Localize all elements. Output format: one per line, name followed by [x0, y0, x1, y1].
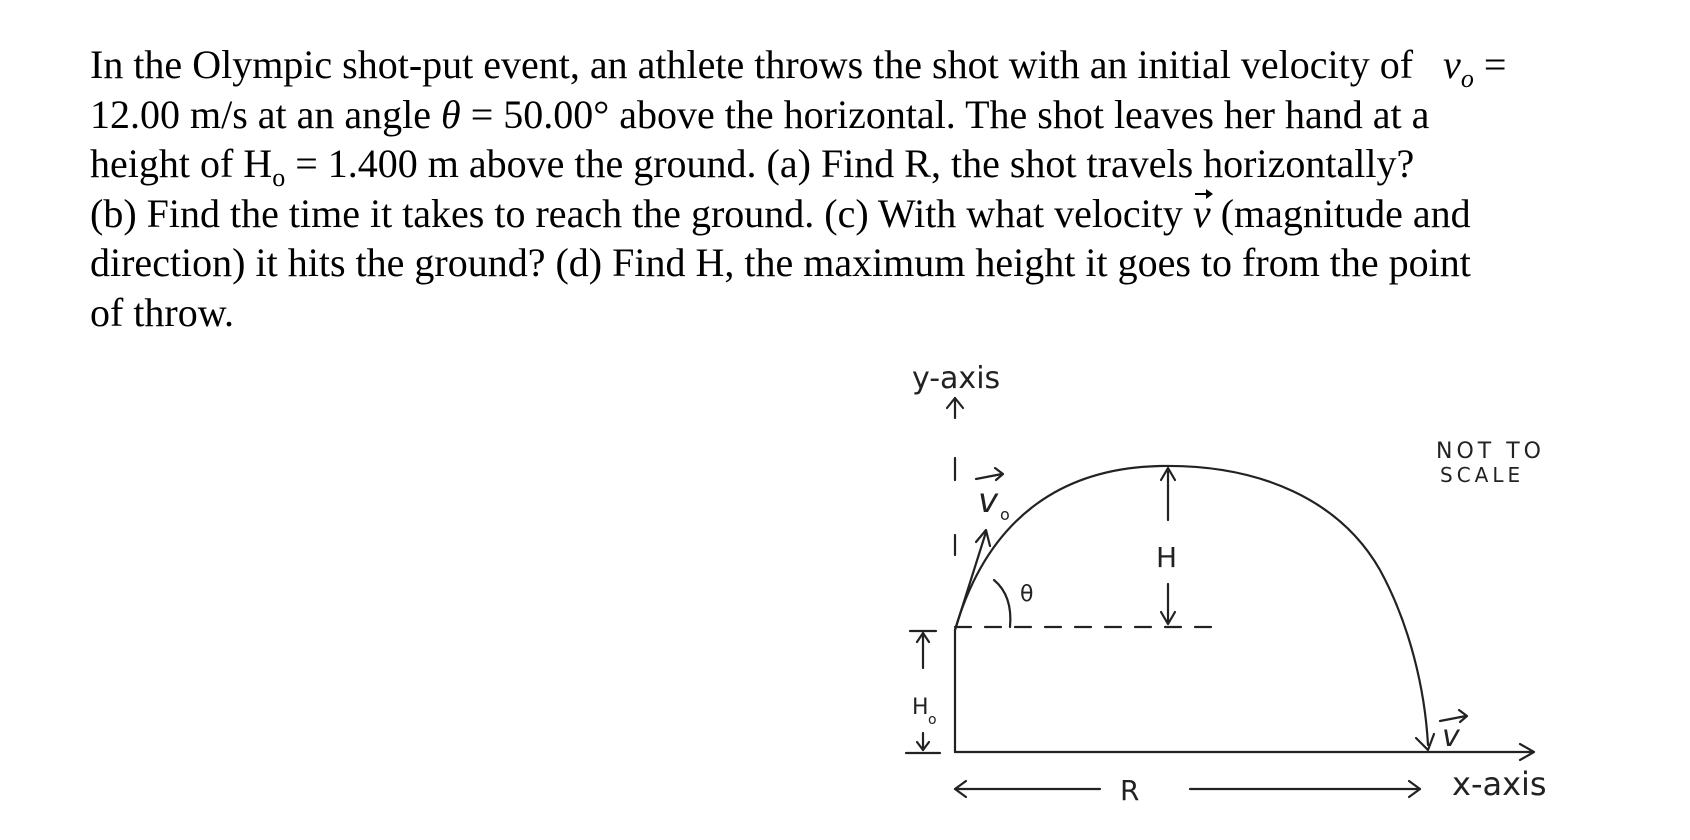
impact-arrowhead: [1416, 734, 1434, 750]
H-label: H: [1156, 541, 1178, 574]
problem-text: (b) Find the time it takes to reach the ground. (c) With what velocity: [90, 190, 1193, 236]
not-to-scale-line2: SCALE: [1440, 463, 1525, 487]
R-label: R: [1120, 774, 1140, 807]
theta-arc: [994, 580, 1010, 627]
problem-text: = 50.00° above the horizontal. The shot leaves her hand at a: [460, 91, 1430, 137]
v0-label: v: [978, 481, 999, 521]
R-dimension: [955, 781, 1420, 797]
H0-label-subscript: o: [928, 712, 937, 728]
v-impact-label: v: [1442, 719, 1460, 754]
problem-line-6: of throw.: [90, 289, 235, 335]
H0-dimension: [906, 631, 940, 753]
problem-text: In the Olympic shot-put event, an athlete throws the shot with an initial velocity of: [90, 42, 1414, 87]
problem-text: (magnitude and: [1210, 190, 1471, 236]
problem-text: = 1.400 m above the ground. (a) Find R, the shot travels horizontally?: [285, 141, 1415, 186]
v0-arrow: [955, 530, 990, 630]
v0-subscript: o: [1460, 64, 1474, 93]
problem-line-5: direction) it hits the ground? (d) Find H, the maximum height it goes to from the point: [90, 240, 1471, 285]
theta-label: θ: [1020, 582, 1034, 607]
H0-label: H: [912, 695, 929, 720]
problem-text: 12.00 m/s at an angle: [90, 91, 442, 137]
problem-text: =: [1473, 42, 1507, 87]
y-axis-arrow: [947, 398, 963, 418]
v0-label-subscript: o: [1000, 505, 1010, 524]
theta-symbol: θ: [441, 91, 461, 137]
x-axis-label: x-axis: [1452, 765, 1547, 803]
H0-subscript: o: [272, 163, 286, 192]
y-axis-label: y-axis: [912, 361, 1001, 396]
velocity-vector-symbol: v: [1193, 189, 1211, 239]
v0-symbol: v: [1443, 42, 1461, 87]
not-to-scale-line1: NOT TO: [1436, 439, 1545, 464]
problem-text: height of H: [90, 141, 273, 186]
v0-vector-mark: [976, 468, 1003, 480]
